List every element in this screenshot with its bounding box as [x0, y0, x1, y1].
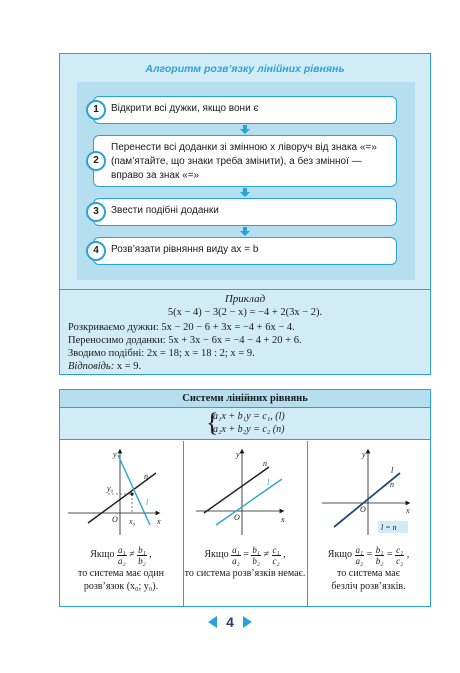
ratio-c: [272, 545, 281, 566]
answer-value: x = 9.: [116, 361, 142, 372]
example-box: [59, 290, 431, 375]
graph-parallel: [184, 445, 306, 540]
ratio-c: [395, 545, 404, 566]
relation: =: [243, 549, 249, 560]
y0-label: y₀: [107, 484, 114, 493]
step-text: Звести подібні доданки: [111, 205, 219, 216]
frac-num: b₁: [138, 544, 146, 555]
origin-label: O: [360, 505, 366, 514]
line-n-label: n: [144, 472, 148, 481]
origin-label: O: [112, 515, 118, 524]
system-equation-2: a₂x + b₂y = c₂ (n): [213, 424, 285, 435]
frac-num: a₁: [117, 544, 126, 555]
step-number: 4: [86, 241, 106, 261]
down-arrow-icon: [240, 227, 250, 236]
next-page-icon[interactable]: [243, 616, 252, 628]
graph-coincident: [308, 445, 430, 540]
step-text: Відкрити всі дужки, якщо вони є: [111, 103, 259, 114]
frac-den: b₂: [138, 555, 146, 566]
frac-den: a₂: [232, 555, 240, 566]
step-text: Розв’язати рівняння виду ax = b: [111, 244, 259, 255]
down-arrow-icon: [240, 125, 250, 134]
relation: =: [366, 549, 373, 560]
case-condition: [60, 543, 182, 567]
step-number: 3: [86, 202, 106, 222]
frac-num: c₁: [272, 544, 280, 555]
line-l-label: l: [267, 478, 270, 487]
cond-tail: ,: [406, 549, 410, 560]
systems-equations: [60, 408, 430, 440]
example-step-1: Розкриваємо дужки: 5x − 20 − 6 + 3x = −4 + 6x − 4.: [68, 322, 295, 333]
frac-den: c₂: [272, 555, 280, 566]
prev-page-icon[interactable]: [208, 616, 217, 628]
step-2: [93, 135, 397, 187]
relation: ≠: [129, 549, 135, 560]
x0-label: x₀: [129, 517, 136, 526]
answer-label: Відповідь:: [68, 361, 115, 372]
frac-num: b₁: [375, 544, 384, 555]
case-caption: [184, 543, 306, 580]
axis-y-label: y: [362, 450, 366, 459]
step-3: [93, 198, 397, 226]
cond-tail: ,: [283, 549, 286, 560]
ratio-a: [355, 545, 365, 566]
axis-x-label: x: [157, 517, 161, 526]
system-equation-1: a₁x + b₁y = c₁, (l): [213, 411, 285, 422]
frac-den: b₂: [252, 555, 261, 566]
case-condition: [184, 543, 306, 567]
algorithm-title: Алгоритм розв’язку лінійних рівнянь: [145, 63, 345, 75]
case-result-2: розв’язок (x₀; y₀).: [83, 581, 159, 592]
ratio-b: [137, 545, 147, 566]
ratio-a: [117, 545, 127, 566]
step-text: Перенести всі доданки зі змінною x ліворуч від знака «=» (пам’ятайте, що знаки треба змінити), а без змінної — вправо за знак «=»: [111, 142, 377, 181]
algorithm-steps: [77, 82, 415, 280]
frac-num: a₁: [232, 544, 240, 555]
cond-prefix: Якщо: [90, 549, 115, 560]
step-1: [93, 96, 397, 124]
frac-den: b₂: [375, 555, 384, 566]
brace-icon: {: [206, 408, 219, 437]
example-step-3: Зводимо подібні: 2x = 18; x = 18 : 2; x = 9.: [68, 348, 255, 359]
axis-x-label: x: [281, 515, 285, 524]
example-step-2: Переносимо доданки: 5x + 3x − 6x = −4 − 4 + 20 + 6.: [68, 335, 302, 346]
step-number: 1: [86, 100, 106, 120]
systems-box: [59, 389, 431, 607]
step-4: [93, 237, 397, 265]
case-caption: [60, 543, 182, 593]
frac-num: a₁: [355, 544, 364, 555]
case-one-solution: [60, 441, 182, 606]
ratio-b: [375, 545, 385, 566]
page-navigation: [0, 613, 460, 633]
case-caption: [308, 543, 429, 593]
ratio-a: [231, 545, 241, 566]
cond-prefix: Якщо: [204, 549, 229, 560]
coincident-label: l = n: [381, 523, 397, 532]
frac-den: a₂: [355, 555, 364, 566]
example-equation: 5(x − 4) − 3(2 − x) = −4 + 2(3x − 2).: [167, 307, 323, 318]
case-result-1: то система розв’язків немає.: [184, 568, 306, 579]
origin-label: O: [234, 513, 240, 522]
line-n-label: n: [390, 480, 394, 489]
line-l-label: l: [146, 498, 149, 507]
axis-y-label: y: [113, 450, 117, 459]
axis-y-label: y: [236, 450, 240, 459]
line-l-label: l: [391, 466, 394, 475]
axis-x-label: x: [406, 506, 410, 515]
case-result-1: то система має один: [78, 568, 164, 579]
page-number: 4: [226, 614, 234, 631]
cond-prefix: Якщо: [327, 549, 353, 560]
case-no-solution: [183, 441, 306, 606]
frac-den: a₂: [117, 555, 126, 566]
ratio-b: [251, 545, 261, 566]
frac-den: c₂: [396, 555, 404, 566]
example-title: Приклад: [224, 293, 266, 305]
frac-num: c₁: [396, 544, 404, 555]
algorithm-box: [59, 53, 431, 290]
systems-title: Системи лінійних рівнянь: [60, 390, 430, 408]
relation-2: ≠: [263, 549, 270, 560]
example-answer: [68, 361, 141, 372]
step-number: 2: [86, 151, 106, 171]
case-condition: [308, 543, 429, 567]
graph-intersecting: [60, 445, 182, 540]
cond-tail: ,: [149, 549, 152, 560]
case-result-2: безліч розв’язків.: [331, 581, 406, 592]
case-result-1: то система має: [337, 568, 400, 579]
line-n-label: n: [263, 459, 267, 468]
case-infinite-solutions: [307, 441, 429, 606]
down-arrow-icon: [240, 188, 250, 197]
frac-num: b₁: [252, 544, 261, 555]
relation-2: =: [386, 549, 393, 560]
